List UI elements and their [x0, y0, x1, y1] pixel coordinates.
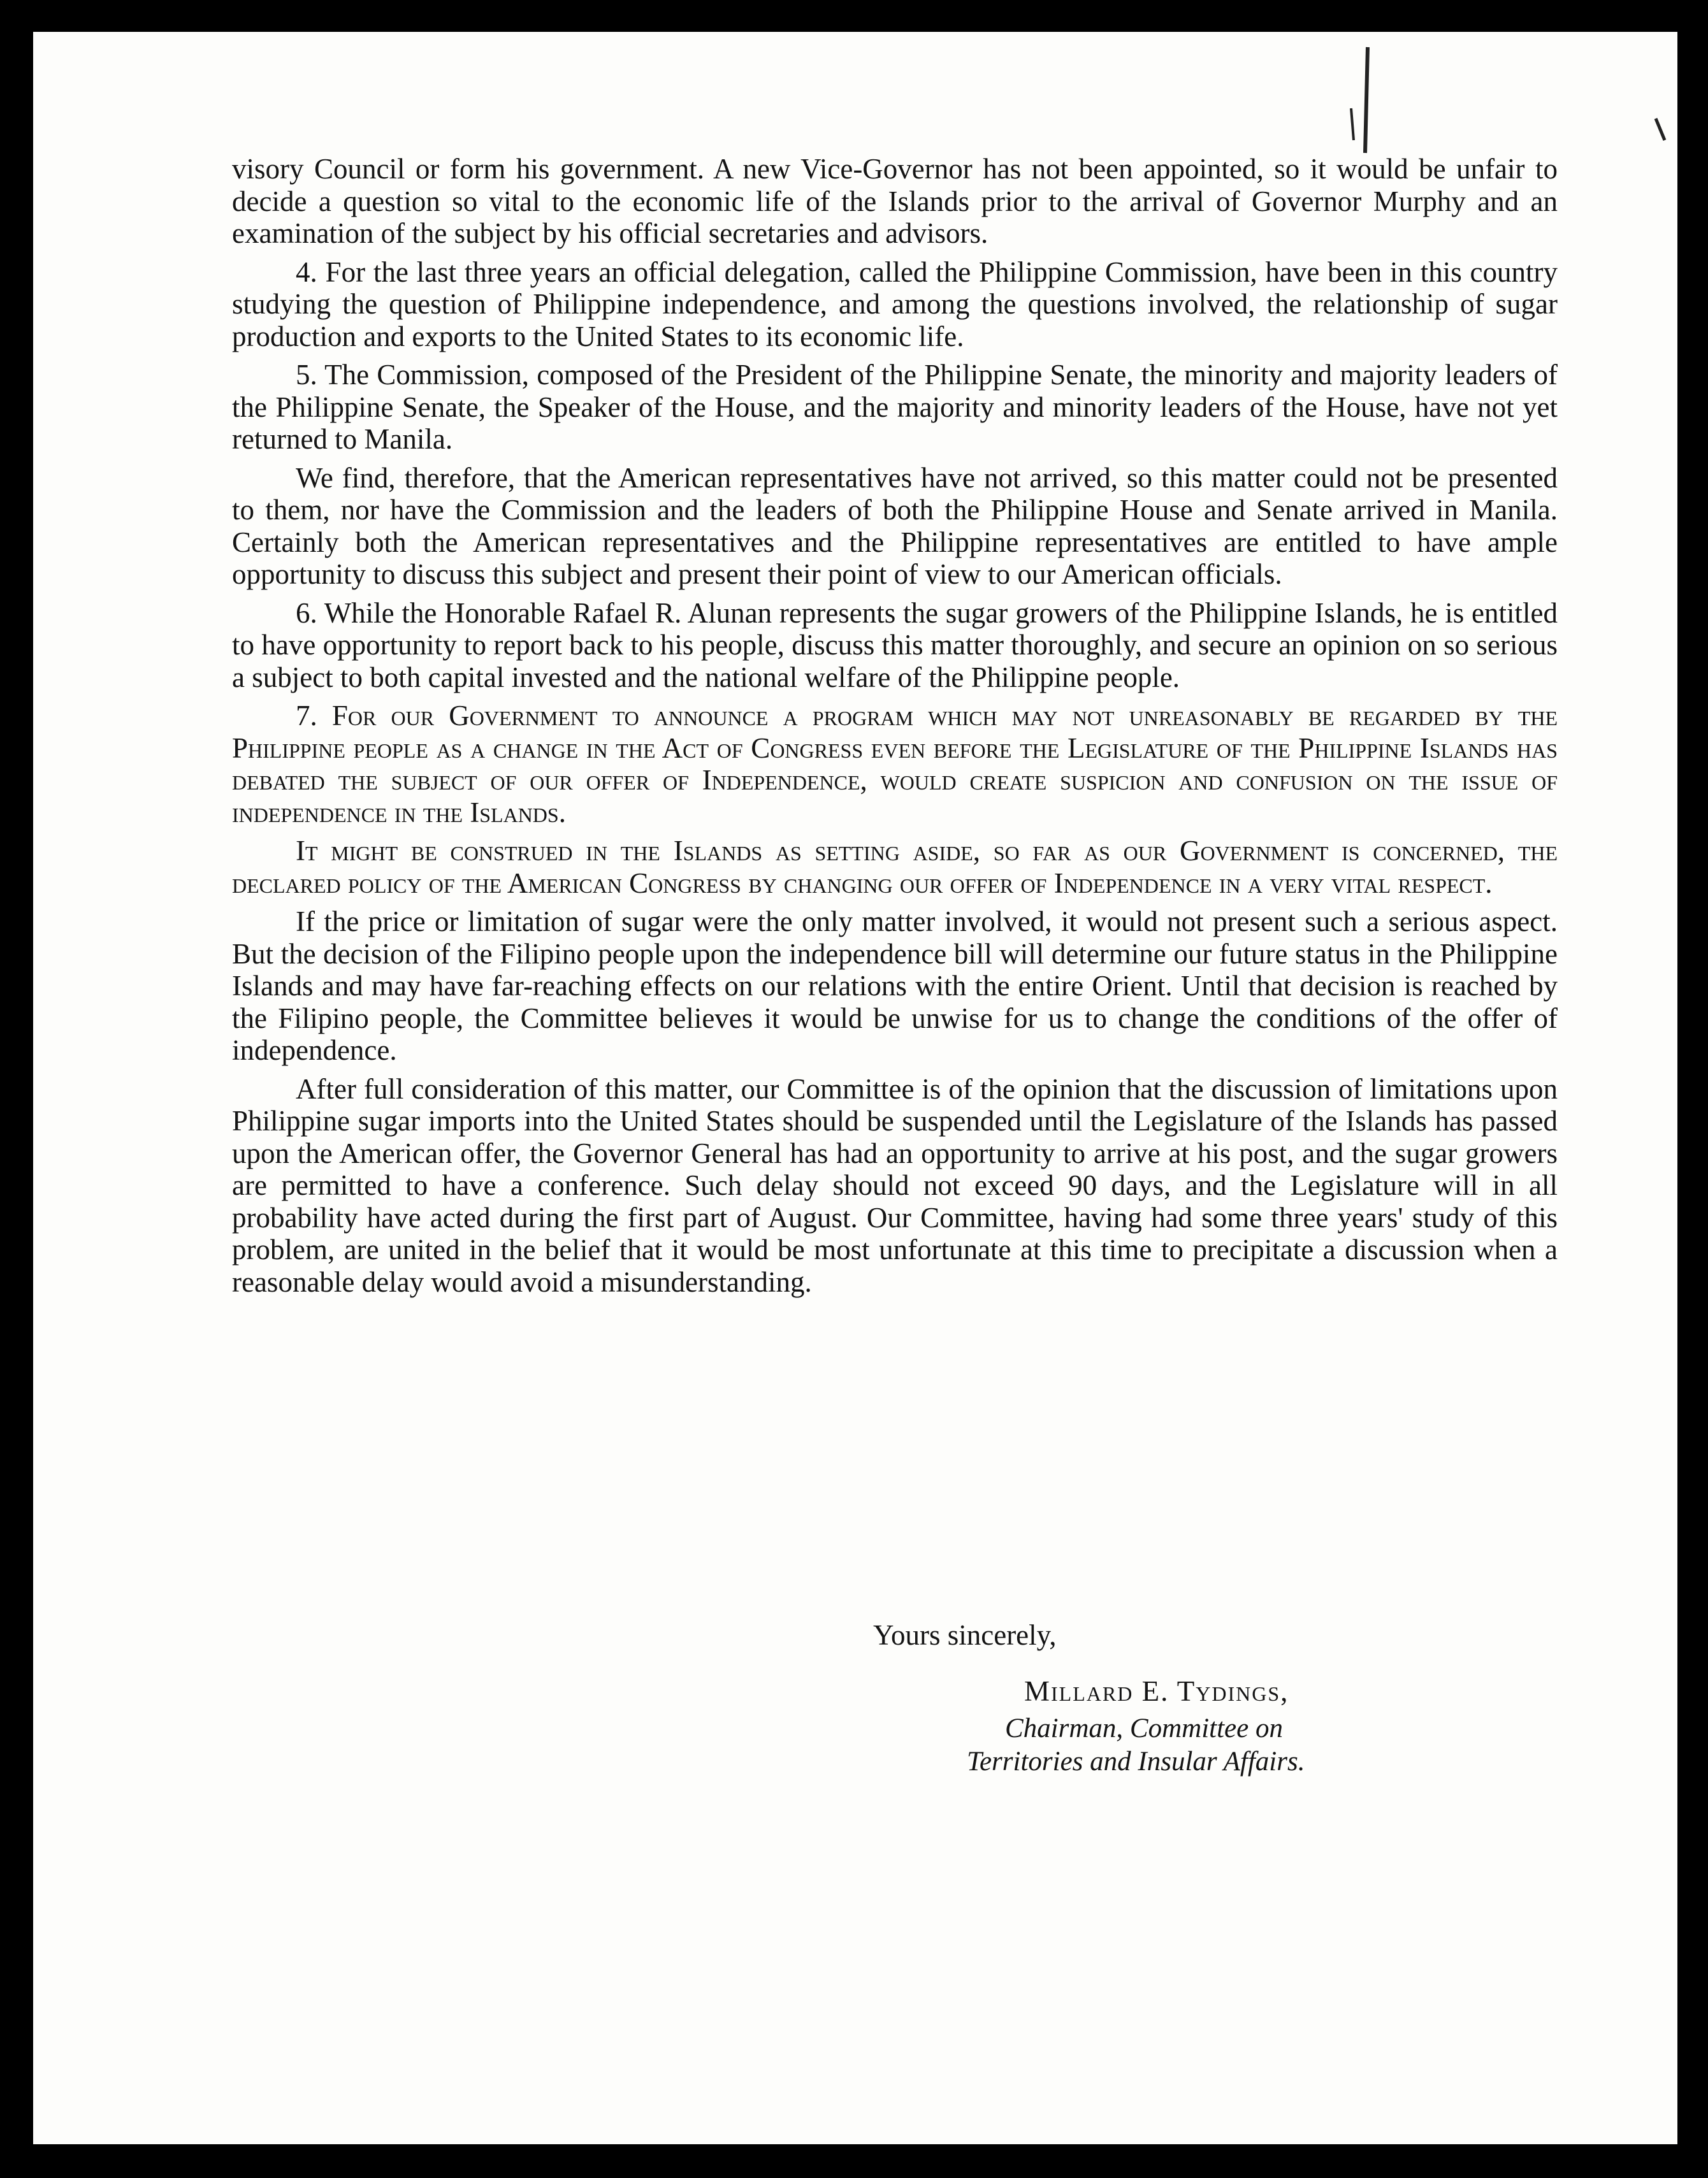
closing: Yours sincerely,	[873, 1619, 1057, 1651]
document-page	[33, 32, 1677, 2144]
signer-title-line2: Territories and Insular Affairs.	[967, 1747, 1305, 1777]
paragraph: visory Council or form his government. A new Vice-Governor has not been appointed, so it would be unfair to decide a question so vital to the economic life of the Islands prior to the arrival of Governor Murphy and an examination of the subject by his official secretaries and advisors.	[232, 153, 1558, 249]
paragraph: 5. The Commission, composed of the President of the Philippine Senate, the minority and majority leaders of the Philippine Senate, the Speaker of the House, and the majority and minority leaders of the House, have not yet returned to Manila.	[232, 359, 1558, 455]
signer-title-line1: Chairman, Committee on	[1005, 1713, 1283, 1743]
paragraph: It might be construed in the Islands as setting aside, so far as our Government is concerned, the declared policy of the American Congress by changing our offer of Independence in a very vital respect.	[232, 835, 1558, 899]
ink-mark-right	[1652, 115, 1671, 153]
paragraph: After full consideration of this matter, our Committee is of the opinion that the discussion of limitations upon Philippine sugar imports into the United States should be suspended until the Legislature of the Islands has passed upon the American offer, the Governor General has had an opportunity to arrive at his post, and the sugar growers are permitted to have a conference. Such delay should not exceed 90 days, and the Legislature will in all probability have acted during the first part of August. Our Committee, having had some three years' study of this problem, are united in the belief that it would be most unfortunate at this time to precipitate a discussion when a reasonable delay would avoid a misunderstanding.	[232, 1072, 1558, 1298]
paragraph: 6. While the Honorable Rafael R. Alunan represents the sugar growers of the Philippine Islands, he is entitled to have opportunity to report back to his people, discuss this matter thoroughly, and secure an opinion on so serious a subject to both capital invested and the national welfare of the Philippine people.	[232, 596, 1558, 693]
paragraph: 7. For our Government to announce a program which may not unreasonably be regarded by the Philippine people as a change in the Act of Congress even before the Legislature of the Philippine Islands has debated the subject of our offer of Independence, would create suspicion and confusion on the issue of independence in the Islands.	[232, 700, 1558, 828]
signer-name: Millard E. Tydings,	[1024, 1675, 1289, 1707]
letter-body	[232, 153, 1558, 1304]
paragraph: If the price or limitation of sugar were the only matter involved, it would not present such a serious aspect. But the decision of the Filipino people upon the independence bill will determine our future status in the Philippine Islands and may have far-reaching effects on our relations with the entire Orient. Until that decision is reached by the Filipino people, the Committee believes it would be unwise for us to change the conditions of the offer of independence.	[232, 905, 1558, 1066]
paragraph: We find, therefore, that the American representatives have not arrived, so this matter could not be presented to them, nor have the Commission and the leaders of both the Philippine House and Senate arrived in Manila. Certainly both the American representatives and the Philippine representatives are entitled to have ample opportunity to discuss this subject and present their point of view to our American officials.	[232, 461, 1558, 590]
ink-mark-top	[1346, 45, 1384, 159]
paragraph: 4. For the last three years an official delegation, called the Philippine Commission, have been in this country studying the question of Philippine independence, and among the questions involved, the relationship of sugar production and exports to the United States to its economic life.	[232, 256, 1558, 352]
